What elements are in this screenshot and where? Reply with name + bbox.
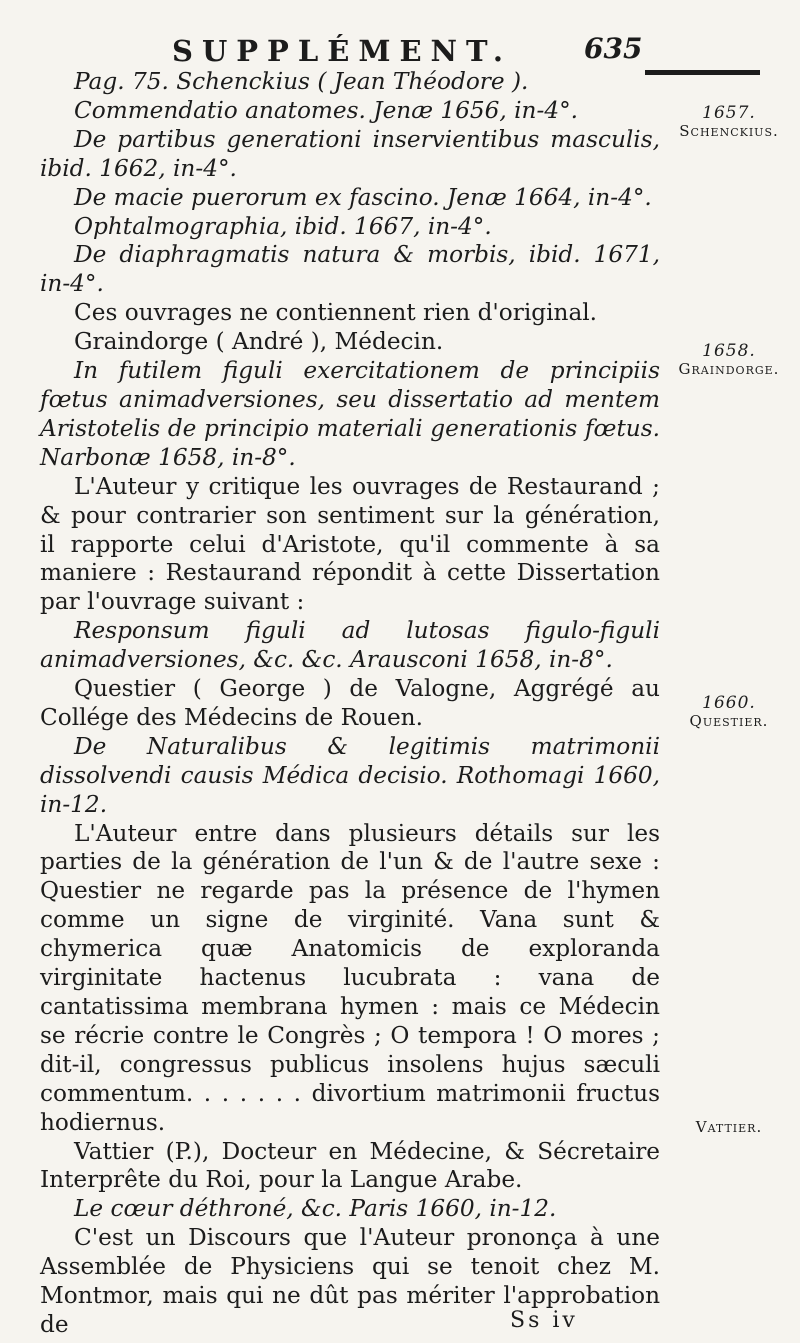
paragraph: Ophtalmographia, ibid. 1667, in-4°. bbox=[74, 212, 492, 240]
paragraph: L'Auteur entre dans plusieurs détails sur les parties de la génération de l'un & de l'autre sexe : Questier ne regarde pas la présence de l'hymen comme un signe de virginité. Vana sunt & chymerica quæ Anatomicis de exploranda virginitate hactenus lucubrata : vana de cantatissima membrana hymen : mais ce Médecin se récrie contre le Congrès ; O tempora ! O mores ; dit-il, congressus publicus insolens hujus sæculi commentum. . . . . . . divortium matrimonii fructus hodiernus. bbox=[40, 819, 660, 1136]
body-text bbox=[40, 68, 660, 1340]
paragraph: Le cœur déthroné, &c. Paris 1660, in-12. bbox=[74, 1195, 557, 1223]
paragraph: Commendatio anatomes. Jenæ 1656, in-4°. bbox=[74, 96, 579, 124]
margin-note-graindorge bbox=[664, 342, 794, 378]
page-header bbox=[0, 12, 800, 72]
margin-note-questier bbox=[664, 694, 794, 730]
paragraph: Questier ( George ) de Valogne, Aggrégé au Collége des Médecins de Rouen. bbox=[40, 675, 660, 731]
paragraph: Vattier (P.), Docteur en Médecine, & Sécretaire Interprête du Roi, pour la Langue Arabe. bbox=[40, 1137, 660, 1194]
margin-name: Questier. bbox=[689, 712, 769, 730]
running-title: SUPPLÉMENT. bbox=[172, 34, 512, 68]
header-rule bbox=[645, 70, 760, 75]
margin-name: Vattier. bbox=[695, 1118, 763, 1136]
paragraph: De macie puerorum ex fascino. Jenæ 1664, in-4°. bbox=[74, 183, 652, 211]
paragraph: L'Auteur y critique les ouvrages de Restaurand ; & pour contrarier son sentiment sur la génération, il rapporte celui d'Aristote, qu'il commente à sa maniere : Restaurand répondit à cette Dissertation par l'ouvrage suivant : bbox=[40, 472, 660, 616]
signature-mark: Ss iv bbox=[510, 1308, 578, 1333]
paragraph: Responsum figuli ad lutosas figulo-figuli animadversiones, &c. &c. Arausconi 1658, in-8°. bbox=[40, 617, 660, 674]
paragraph: In futilem figuli exercitationem de principiis fœtus animadversiones, seu dissertatio ad mentem Aristotelis de principio materiali generationis fœtus. Narbonæ 1658, in-8°. bbox=[40, 357, 660, 471]
paragraph: C'est un Discours que l'Auteur prononça à une Assemblée de Physiciens qui se tenoit chez M. Montmor, mais qui ne dût pas mériter l'approbation de bbox=[40, 1224, 660, 1338]
paragraph: De partibus generationi inservientibus masculis, ibid. 1662, in-4°. bbox=[40, 125, 660, 182]
margin-year: 1660. bbox=[702, 693, 756, 713]
margin-name: Schenckius. bbox=[679, 122, 779, 140]
paragraph: Graindorge ( André ), Médecin. bbox=[74, 328, 444, 356]
paragraph: Ces ouvrages ne contiennent rien d'original. bbox=[74, 299, 598, 327]
page-number: 635 bbox=[584, 32, 643, 65]
margin-note-schenckius bbox=[664, 104, 794, 140]
margin-year: 1658. bbox=[702, 341, 756, 361]
margin-year: 1657. bbox=[702, 103, 756, 123]
paragraph: Pag. 75. Schenckius ( Jean Théodore ). bbox=[74, 68, 529, 95]
margin-name: Graindorge. bbox=[678, 360, 780, 378]
paragraph: De Naturalibus & legitimis matrimonii dissolvendi causis Médica decisio. Rothomagi 1660, in-12. bbox=[40, 732, 660, 818]
margin-note-vattier bbox=[664, 1118, 794, 1136]
paragraph: De diaphragmatis natura & morbis, ibid. 1671, in-4°. bbox=[40, 241, 660, 298]
